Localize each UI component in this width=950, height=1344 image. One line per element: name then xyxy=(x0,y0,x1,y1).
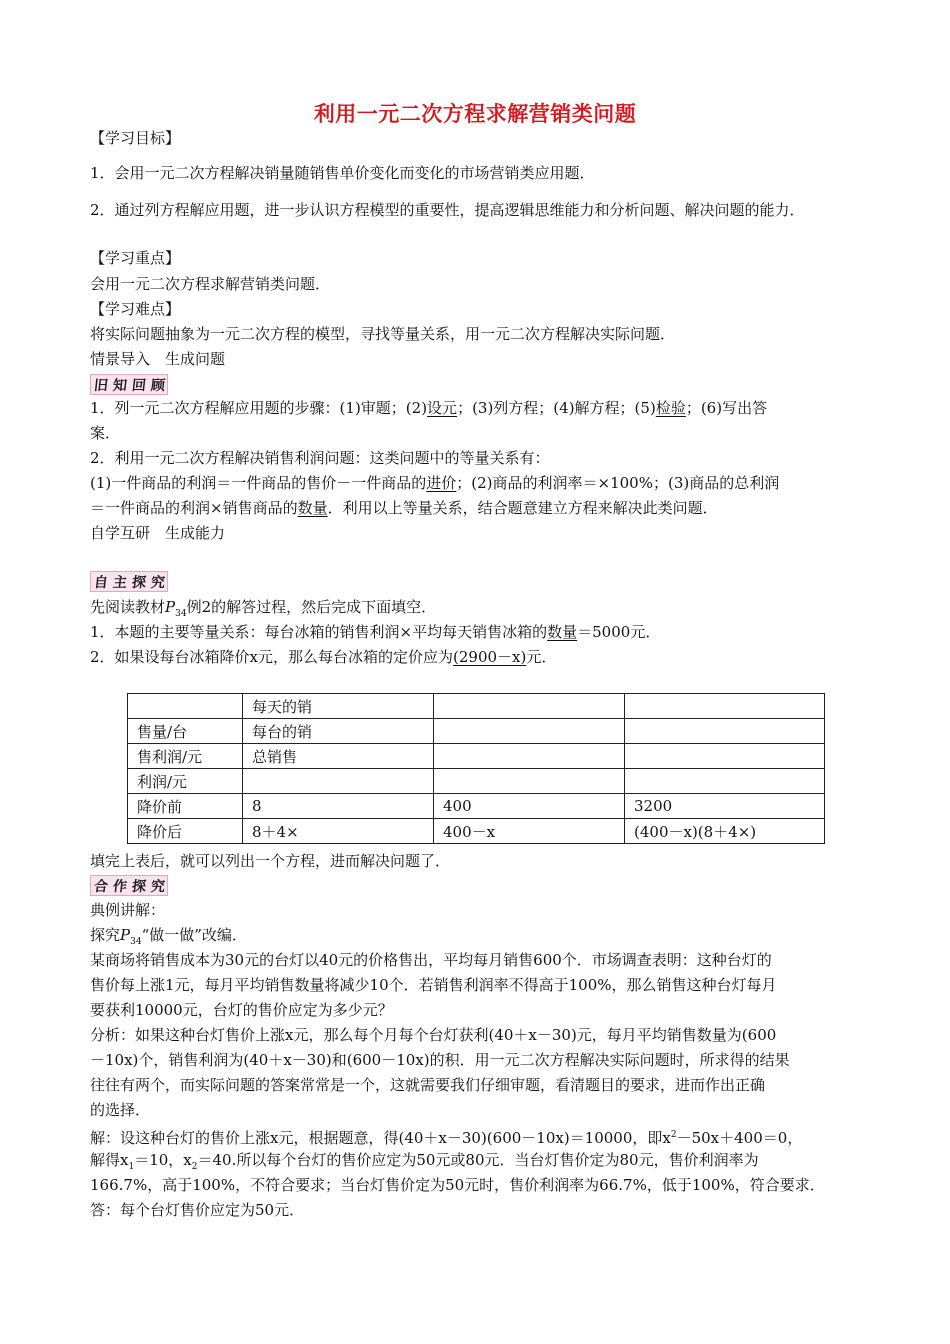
objectives-heading: 【学习目标】 xyxy=(90,129,181,147)
example-line-7: －10x)个，销售利润为(40＋x－30)和(600－10x)的积．用一元二次方程解决实际问题时，所求得的结果 xyxy=(90,1051,790,1069)
subscript: 1 xyxy=(128,1162,135,1172)
example-line-13: 答：每个台灯售价应定为50元． xyxy=(90,1201,305,1219)
explore-text: 2．如果设每台冰箱降价x元，那么每台冰箱的定价应为 xyxy=(90,648,454,666)
difficulty-heading: 【学习难点】 xyxy=(90,300,181,318)
example-text: 探究 xyxy=(90,926,121,944)
table-cell xyxy=(625,744,825,769)
section-heading-1: 情景导入 生成问题 xyxy=(90,350,226,368)
badge-review-char: 顾 xyxy=(149,377,166,394)
price-table xyxy=(127,693,825,844)
review-line-3: 2．利用一元二次方程解决销售利润问题：这类问题中的等量关系有： xyxy=(90,449,550,467)
review-text: ；(6)写出答 xyxy=(685,399,768,417)
table-cell: 利润/元 xyxy=(128,769,243,794)
example-line-1: 典例讲解： xyxy=(90,901,166,919)
explore-line-2 xyxy=(90,620,660,645)
page-title: 利用一元二次方程求解营销类问题 xyxy=(313,102,637,126)
table-cell: 降价后 xyxy=(128,819,243,844)
badge-review xyxy=(90,374,168,395)
badge-self-explore xyxy=(90,571,168,592)
review-text: ＝一件商品的利润×销售商品的 xyxy=(90,499,298,517)
focus-text: 会用一元二次方程求解营销类问题． xyxy=(90,275,331,293)
answer-blank: 设元 xyxy=(427,399,458,417)
review-text: 1．列一元二次方程解应用题的步骤：(1)审题；(2) xyxy=(90,399,428,417)
review-text: (1)一件商品的利润＝一件商品的售价－一件商品的 xyxy=(90,474,427,492)
badge-coop-char: 合 xyxy=(92,878,109,895)
example-text: “做一做”改编． xyxy=(141,926,247,944)
example-text: 解：设这种台灯的售价上涨x元，根据题意，得(40＋x－30)(600－10x)＝10000，即x xyxy=(90,1129,671,1147)
explore-text: 元． xyxy=(526,648,557,666)
table-row xyxy=(128,819,825,844)
table-cell xyxy=(128,694,243,719)
table-cell: 总销售 xyxy=(243,744,434,769)
badge-self-char: 究 xyxy=(149,574,166,591)
table-cell: 8 xyxy=(243,794,434,819)
table-cell: 3200 xyxy=(625,794,825,819)
explore-text: ＝5000元． xyxy=(577,623,661,641)
table-cell: 400－x xyxy=(434,819,625,844)
example-line-8: 往往有两个，而实际问题的答案常常是一个，这就需要我们仔细审题，看清题目的要求，进而作出正确 xyxy=(90,1076,766,1094)
table-cell xyxy=(625,694,825,719)
badge-review-char: 回 xyxy=(130,377,147,394)
explore-text: 例2的解答过程，然后完成下面填空． xyxy=(186,598,437,616)
table-row xyxy=(128,794,825,819)
table-cell: 每台的销 xyxy=(243,719,434,744)
table-cell xyxy=(434,694,625,719)
page-ref-number: 34 xyxy=(130,937,142,947)
example-text: 解得x xyxy=(90,1151,129,1169)
table-cell: 降价前 xyxy=(128,794,243,819)
after-table-text: 填完上表后，就可以列出一个方程，进而解决问题了． xyxy=(90,852,451,870)
table-row xyxy=(128,719,825,744)
review-text: ；(3)列方程；(4)解方程；(5) xyxy=(457,399,656,417)
answer-blank: 进价 xyxy=(426,474,457,492)
exponent: 2 xyxy=(670,1130,677,1140)
answer-blank: 数量 xyxy=(297,499,328,517)
difficulty-text: 将实际问题抽象为一元二次方程的模型，寻找等量关系，用一元二次方程解决实际问题． xyxy=(90,325,676,343)
review-line-5 xyxy=(90,496,718,521)
table-cell: 每天的销 xyxy=(243,694,434,719)
table-cell xyxy=(434,719,625,744)
badge-self-char: 探 xyxy=(130,574,147,591)
page-ref-number: 34 xyxy=(175,609,187,619)
page-ref: P xyxy=(165,598,176,616)
badge-self-char: 自 xyxy=(92,574,109,591)
answer-blank: 数量 xyxy=(547,623,578,641)
badge-coop-char: 探 xyxy=(130,878,147,895)
example-text: ＝40.所以每个台灯的售价应定为50元或80元．当台灯售价定为80元，售价利润率为 xyxy=(197,1151,759,1169)
review-text: ．利用以上等量关系，结合题意建立方程来解决此类问题． xyxy=(327,499,718,517)
badge-self-char: 主 xyxy=(111,574,128,591)
badge-review-char: 知 xyxy=(111,377,128,394)
table-cell xyxy=(243,769,434,794)
example-text: ＝10，x xyxy=(134,1151,192,1169)
badge-review-char: 旧 xyxy=(92,377,109,394)
review-text: ；(2)商品的利润率＝×100%；(3)商品的总利润 xyxy=(456,474,780,492)
focus-heading: 【学习重点】 xyxy=(90,249,181,267)
explore-text: 先阅读教材 xyxy=(90,598,166,616)
subscript: 2 xyxy=(191,1162,198,1172)
table-row xyxy=(128,769,825,794)
table-cell xyxy=(434,744,625,769)
answer-blank: (2900－x) xyxy=(453,648,527,666)
table-cell: 售量/台 xyxy=(128,719,243,744)
example-line-5: 要获利10000元，台灯的售价应定为多少元？ xyxy=(90,1001,393,1019)
badge-coop-char: 究 xyxy=(149,878,166,895)
badge-coop-char: 作 xyxy=(111,878,128,895)
table-cell: (400－x)(8＋4×) xyxy=(625,819,825,844)
explore-line-3 xyxy=(90,645,556,670)
objective-item-1: 1．会用一元二次方程解决销量随销售单价变化而变化的市场营销类应用题． xyxy=(90,164,595,182)
table-cell xyxy=(625,769,825,794)
example-line-10 xyxy=(90,1123,802,1151)
section-heading-2: 自学互研 生成能力 xyxy=(90,524,226,542)
example-line-4: 售价每上涨1元，每月平均销售数量将减少10个．若销售利润率不得高于100%，那么销售这种台灯每月 xyxy=(90,976,777,994)
example-line-9: 的选择． xyxy=(90,1101,151,1119)
example-line-3: 某商场将销售成本为30元的台灯以40元的价格售出，平均每月销售600个．市场调查表明：这种台灯的 xyxy=(90,951,772,969)
review-line-2: 案． xyxy=(90,424,121,442)
table-cell: 售利润/元 xyxy=(128,744,243,769)
review-line-4 xyxy=(90,471,779,496)
table-row xyxy=(128,744,825,769)
table-cell: 400 xyxy=(434,794,625,819)
objective-item-2: 2．通过列方程解应用题，进一步认识方程模型的重要性，提高逻辑思维能力和分析问题、解决问题的能力． xyxy=(90,201,805,219)
table-cell xyxy=(434,769,625,794)
page-ref: P xyxy=(120,926,131,944)
answer-blank: 检验 xyxy=(655,399,686,417)
review-line-1 xyxy=(90,396,767,421)
table-cell xyxy=(625,719,825,744)
explore-text: 1．本题的主要等量关系：每台冰箱的销售利润×平均每天销售冰箱的 xyxy=(90,623,548,641)
table-cell: 8＋4× xyxy=(243,819,434,844)
table-row xyxy=(128,694,825,719)
badge-cooperative-explore xyxy=(90,875,168,896)
example-line-6: 分析：如果这种台灯售价上涨x元，那么每个月每个台灯获利(40＋x－30)元，每月平均销售数量为(600 xyxy=(90,1026,777,1044)
example-text: －50x＋400＝0， xyxy=(676,1129,803,1147)
example-line-12: 166.7%，高于100%，不符合要求；当台灯售价定为50元时，售价利润率为66.7%，低于100%，符合要求． xyxy=(90,1176,825,1194)
